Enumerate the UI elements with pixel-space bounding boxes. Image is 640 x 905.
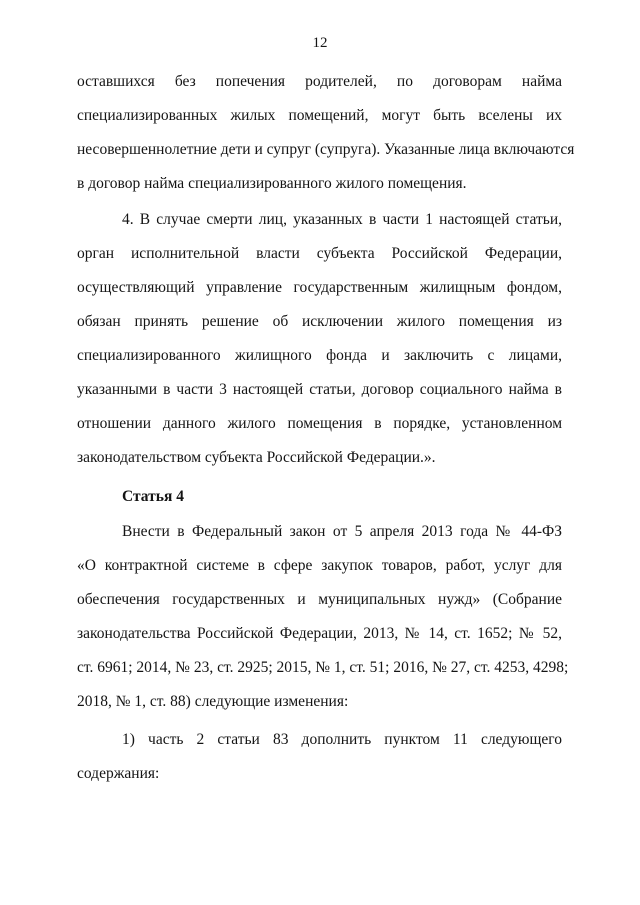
text-line: обязан принять решение об исключении жилого помещения из: [77, 313, 562, 330]
text-line: 2018, № 1, ст. 88) следующие изменения:: [77, 693, 349, 710]
text-line: указанными в части 3 настоящей статьи, договор социального найма в: [77, 381, 562, 398]
paragraph-continuation: [77, 65, 575, 201]
text-line: Внести в Федеральный закон от 5 апреля 2013 года № 44-ФЗ: [122, 523, 562, 540]
text-line: несовершеннолетние дети и супруг (супруга). Указанные лица включаются: [77, 141, 575, 158]
text-line: «О контрактной системе в сфере закупок товаров, работ, услуг для: [77, 557, 562, 574]
page-number: 12: [312, 35, 328, 51]
article-title: Статья 4: [122, 488, 184, 505]
text-line: содержания:: [77, 765, 160, 782]
paragraph-item-1: [77, 723, 562, 791]
text-line: ст. 6961; 2014, № 23, ст. 2925; 2015, № 1, ст. 51; 2016, № 27, ст. 4253, 4298;: [77, 659, 569, 676]
text-line: 4. В случае смерти лиц, указанных в части 1 настоящей статьи,: [122, 211, 562, 228]
paragraph-point-4: [77, 203, 562, 475]
article-heading: [77, 480, 562, 514]
text-line: 1) часть 2 статьи 83 дополнить пунктом 11 следующего: [122, 731, 562, 748]
text-line: законодательством субъекта Российской Федерации.».: [77, 449, 436, 466]
text-line: законодательства Российской Федерации, 2013, № 14, ст. 1652; № 52,: [77, 625, 562, 642]
text-line: оставшихся без попечения родителей, по договорам найма: [77, 73, 562, 90]
text-line: специализированного жилищного фонда и заключить с лицами,: [77, 347, 562, 364]
text-line: специализированных жилых помещений, могут быть вселены их: [77, 107, 562, 124]
text-line: отношении данного жилого помещения в порядке, установленном: [77, 415, 562, 432]
text-line: орган исполнительной власти субъекта Российской Федерации,: [77, 245, 562, 262]
text-line: обеспечения государственных и муниципальных нужд» (Собрание: [77, 591, 562, 608]
paragraph-amendment: [77, 515, 569, 719]
text-line: в договор найма специализированного жилого помещения.: [77, 175, 467, 192]
text-line: осуществляющий управление государственным жилищным фондом,: [77, 279, 562, 296]
